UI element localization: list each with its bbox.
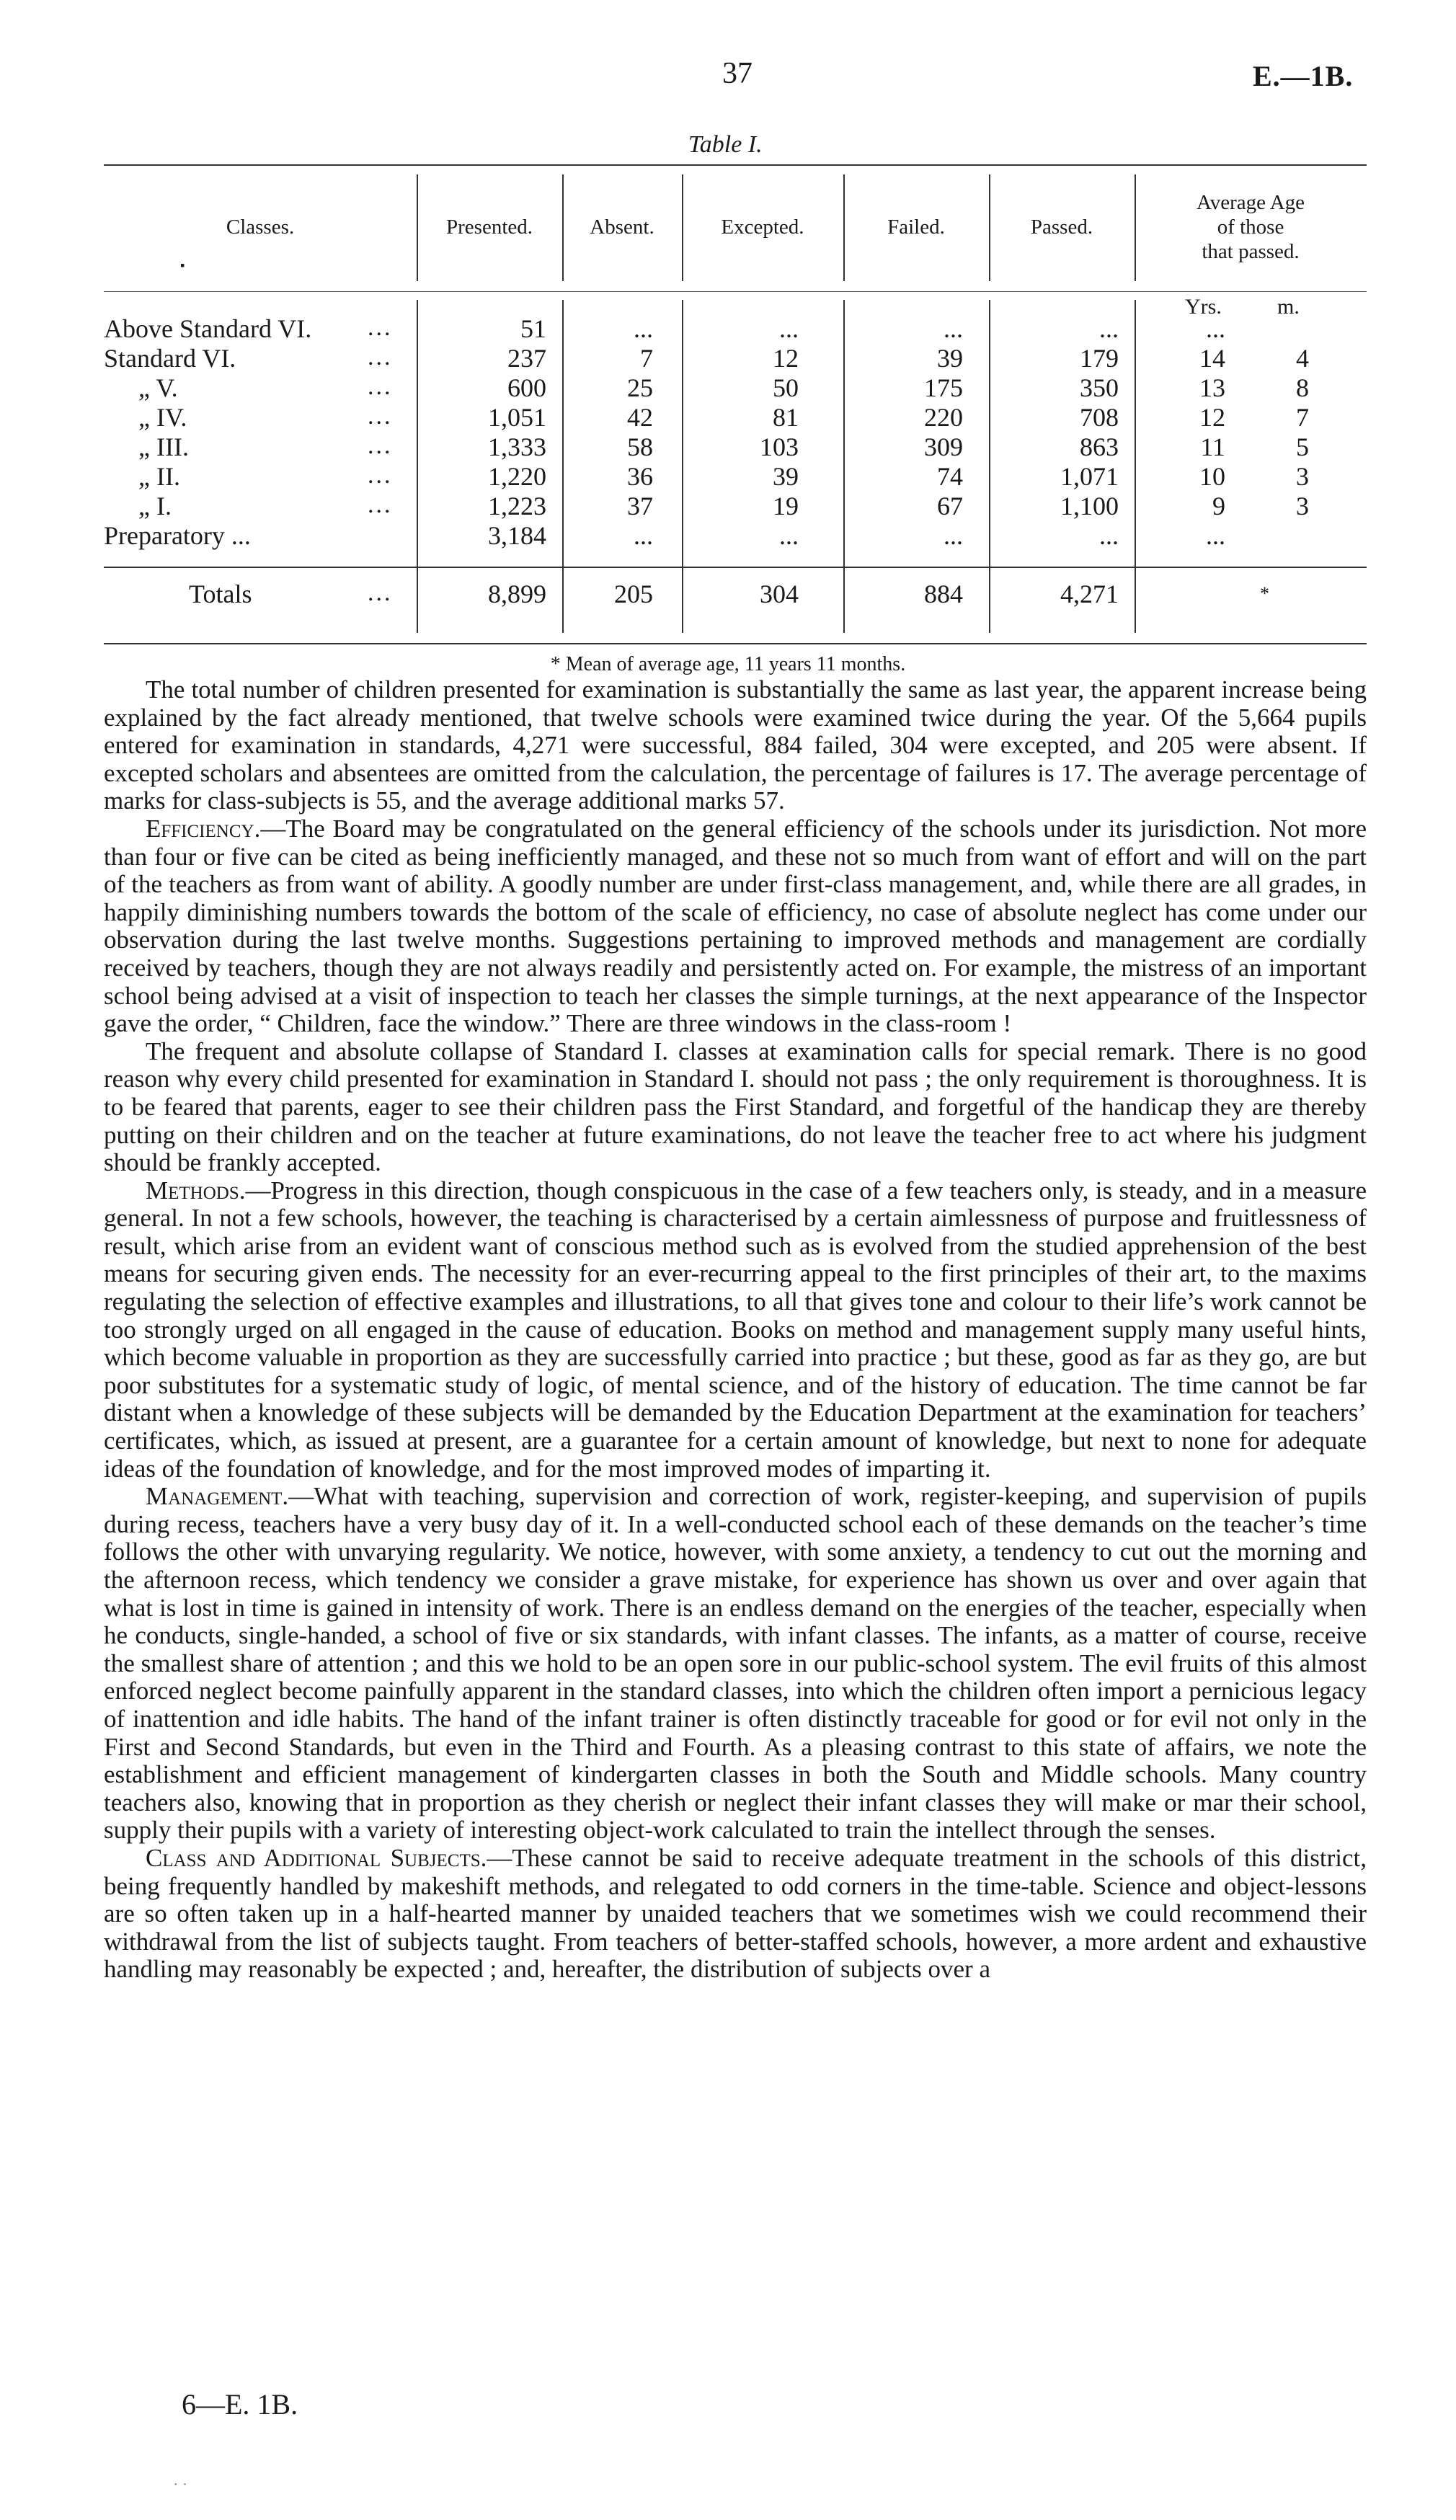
cell-excepted: 81 [773, 403, 799, 432]
paragraph-management: Management.—What with teaching, supervision and correction of work, register-keeping, and supervision of pupils during recess, teachers have a very busy day of it. In a well-conducted school each of these demands on the teacher’s time follows the other with unvarying regularity. We notice, however, with some anxiety, a tendency to cut out the morning and the afternoon recess, which tendency we consider a grave mistake, for experience has shown us over and over again that what is lost in time is gained in intensity of work. There is an endless demand on the energies of the teacher, especially when he conducts, single-handed, a school of five or six standards, with infant classes. The infants, as a matter of course, receive the smallest share of attention ; and this we hold to be an open sore in our public-school system. The evil fruits of this almost enforced neglect become painfully apparent in the standard classes, into which the children often import a pernicious legacy of inattention and idle habits. The hand of the infant trainer is often distinctly traceable for good or for evil not only in the First and Second Standards, but even in the Third and Fourth. As a pleasing contrast to this state of affairs, we note the establishment and efficient management of kindergarten classes in both the South and Middle schools. Many country teachers also, knowing that in proportion as they cherish or neglect their infant classes they will make or mar their school, supply their pupils with a variety of interesting object-work calculated to train the intellect through the senses. [104, 1482, 1367, 1845]
cell-months: 3 [1296, 462, 1309, 491]
cell-passed: 863 [1080, 432, 1119, 461]
cell-absent: 25 [627, 373, 653, 402]
cell-excepted: 12 [773, 344, 799, 373]
scan-specks: ˙ ˙ [173, 2480, 188, 2498]
leader-dots: ... [368, 462, 393, 489]
cell-failed: 175 [924, 373, 963, 402]
header-excepted: Excepted. [721, 216, 804, 239]
leader-dots: ... [368, 403, 393, 430]
cell-years: ... [1206, 521, 1225, 550]
cell-presented: 600 [507, 373, 546, 402]
cell-presented: 51 [520, 314, 546, 343]
cell-months: 5 [1296, 432, 1309, 461]
table-top-rule [104, 164, 1367, 166]
row-class-label: Preparatory ... [104, 521, 251, 550]
cell-excepted: 50 [773, 373, 799, 402]
cell-years: 10 [1199, 462, 1225, 491]
page-number: 37 [722, 57, 753, 90]
paragraph-efficiency: Efficiency.—The Board may be congratulated on the general efficiency of the schools under its jurisdiction. Not more than four or five can be cited as being inefficiently managed, and these not so much from want of effort and will on the part of the teachers as from want of ability. A goodly number are under first-class management, and, while there are all grades, in happily diminishing numbers towards the bottom of the scale of efficiency, no case of absolute neglect has come under our observation during the last twelve months. Suggestions pertaining to improved methods and management are cordially received by teachers, though they are not always readily and persistently acted on. For example, the mistress of an important school being advised at a visit of inspection to teach her classes the simple turnings, at the next appearance of the Inspector gave the order, “ Children, face the window.” There are three windows in the class-room ! [104, 814, 1367, 1038]
statistics-table: Classes. Presented. Absent. Excepted. Failed. Passed. Average Age of those that passed. ▪ Yrs. m. Above Standard VI. ... 51 ... ... ... ... ... Standard VI. ... 237 7 12 39 179 14 4 „ V. ... 600 25 50 175 350 13 8 „ IV. ... 1,051 42 81 220 708 12 7 „ III. ... 1,333 58 103 309 863 11 5 „ II. ... 1,220 36 39 74 1,071 10 3 „ I. ... 1,223 37 19 67 1,100 9 3 Preparatory ... 3,184 ... ... ... ... ... Totals ... 8,899 205 304 884 4,271 * [104, 164, 1367, 653]
cell-months: 8 [1296, 373, 1309, 402]
unit-months: m. [1277, 295, 1300, 319]
totals-excepted: 304 [760, 580, 799, 608]
cell-absent: ... [634, 521, 653, 550]
row-class-label: Standard VI. [104, 344, 236, 373]
paragraph-totals: The total number of children presented for examination is substantially the same as last year, the apparent increase being explained by the fact already mentioned, that twelve schools were examined twice during the year. Of the 5,664 pupils entered for examination in standards, 4,271 were successful, 884 failed, 304 were excepted, and 205 were absent. If excepted scholars and absentees are omitted from the calculation, the percentage of failures is 17. The average percentage of marks for class-subjects is 55, and the average additional marks 57. [104, 675, 1367, 815]
cell-presented: 1,220 [488, 462, 546, 491]
cell-failed: 39 [937, 344, 963, 373]
cell-absent: 7 [640, 344, 653, 373]
totals-rule [104, 567, 1367, 568]
cell-years: 13 [1199, 373, 1225, 402]
cell-years: ... [1206, 314, 1225, 343]
cell-excepted: ... [779, 314, 799, 343]
leader-dots: ... [368, 314, 393, 341]
cell-passed: 708 [1080, 403, 1119, 432]
cell-presented: 1,051 [488, 403, 546, 432]
header-absent: Absent. [590, 216, 654, 239]
cell-years: 11 [1200, 432, 1225, 461]
cell-presented: 1,333 [488, 432, 546, 461]
cell-failed: 220 [924, 403, 963, 432]
cell-failed: 309 [924, 432, 963, 461]
cell-months: 3 [1296, 492, 1309, 520]
cell-excepted: 39 [773, 462, 799, 491]
row-class-label: „ IV. [138, 403, 187, 432]
totals-absent: 205 [614, 580, 653, 608]
cell-excepted: 103 [760, 432, 799, 461]
section-heading-methods: Methods. [146, 1176, 246, 1204]
cell-months: 7 [1296, 403, 1309, 432]
cell-excepted: 19 [773, 492, 799, 520]
cell-excepted: ... [779, 521, 799, 550]
cell-absent: 36 [627, 462, 653, 491]
cell-absent: 37 [627, 492, 653, 520]
row-class-label: „ II. [138, 462, 180, 491]
cell-presented: 1,223 [488, 492, 546, 520]
cell-passed: 1,100 [1060, 492, 1119, 520]
totals-label: Totals [189, 580, 252, 608]
section-heading-class-subjects: Class and Additional Subjects. [146, 1843, 487, 1872]
paragraph-methods: Methods.—Progress in this direction, though conspicuous in the case of a few teachers only, is steady, and in a measure general. In not a few schools, however, the teaching is characterised by a certain aimlessness of purpose and fruitlessness of result, which arise from an evident want of conscious method such as is evolved from the studied apprehension of the best means for securing given ends. The necessity for an ever-recurring appeal to the first principles of their art, to the maxims regulating the selection of effective examples and illustrations, to all that gives tone and colour to their life’s work cannot be too strongly urged on all engaged in the cause of education. Books on method and management supply many useful hints, which become valuable in proportion as they are successfully carried into practice ; but these, good as far as they go, are but poor substitutes for a systematic study of logic, of mental science, and of the history of education. The time cannot be far distant when a knowledge of these subjects will be demanded by the Education Department at the examination for teachers’ certificates, which, as issued at present, are a guarantee for a certain amount of knowledge, but next to none for adequate ideas of the foundation of knowledge, and for the most improved modes of imparting it. [104, 1176, 1367, 1483]
cell-passed: ... [1099, 521, 1119, 550]
cell-passed: 1,071 [1060, 462, 1119, 491]
unit-years: Yrs. [1185, 295, 1222, 319]
table-caption: Table I. [688, 131, 763, 158]
leader-dots: ... [368, 432, 393, 459]
totals-average: * [1260, 583, 1269, 604]
header-failed: Failed. [887, 216, 945, 239]
leader-dots: ... [368, 492, 393, 518]
cell-failed: 67 [937, 492, 963, 520]
cell-failed: ... [944, 521, 963, 550]
leader-dots: ... [368, 344, 393, 371]
signature-mark: 6—E. 1B. [182, 2388, 298, 2421]
cell-passed: 179 [1080, 344, 1119, 373]
cell-presented: 3,184 [488, 521, 546, 550]
body-text [104, 676, 1367, 1984]
cell-passed: ... [1099, 314, 1119, 343]
cell-years: 14 [1199, 344, 1225, 373]
leader-dots: ... [368, 373, 393, 400]
table-footnote: * Mean of average age, 11 years 11 months. [550, 653, 906, 675]
totals-presented: 8,899 [488, 580, 546, 608]
header-presented: Presented. [446, 216, 533, 239]
totals-failed: 884 [924, 580, 963, 608]
cell-failed: 74 [937, 462, 963, 491]
table-bottom-rule [104, 643, 1367, 644]
cell-years: 9 [1212, 492, 1225, 520]
header-passed: Passed. [1030, 216, 1093, 239]
cell-absent: ... [634, 314, 653, 343]
paragraph-class-subjects: Class and Additional Subjects.—These cannot be said to receive adequate treatment in the schools of this district, being frequently handled by makeshift methods, and relegated to odd corners in the time-table. Science and object-lessons are so often taken up in a half-hearted manner by unaided teachers that we sometimes wish we could recommend their withdrawal from the list of subjects taught. From teachers of better-staffed schools, however, a more ardent and exhaustive handling may reasonably be expected ; and, hereafter, the distribution of subjects over a [104, 1843, 1367, 1984]
cell-absent: 58 [627, 432, 653, 461]
cell-failed: ... [944, 314, 963, 343]
row-class-label: „ V. [138, 373, 178, 402]
cell-passed: 350 [1080, 373, 1119, 402]
totals-passed: 4,271 [1060, 580, 1119, 608]
header-average-age: Average Age of those that passed. [1196, 191, 1305, 263]
series-code: E.—1B. [1253, 60, 1354, 92]
header-rule [104, 291, 1367, 292]
row-class-label: Above Standard VI. [104, 314, 312, 343]
section-heading-efficiency: Efficiency. [146, 814, 261, 843]
cell-presented: 237 [507, 344, 546, 373]
section-heading-management: Management. [146, 1482, 289, 1511]
row-class-label: „ III. [138, 432, 189, 461]
row-class-label: „ I. [138, 492, 172, 520]
cell-absent: 42 [627, 403, 653, 432]
header-mark: ▪ [180, 258, 185, 272]
cell-months: 4 [1296, 344, 1309, 373]
header-classes: Classes. [226, 216, 295, 239]
paragraph-standard-one: The frequent and absolute collapse of Standard I. classes at examination calls for special remark. There is no good reason why every child presented for examination in Standard I. should not pass ; the only requirement is thoroughness. It is to be feared that parents, eager to see their children pass the First Standard, and forgetful of the handicap they are thereby putting on their children and on the teacher at future examinations, do not leave the teacher free to act where his judgment should be frankly accepted. [104, 1037, 1367, 1177]
cell-years: 12 [1199, 403, 1225, 432]
